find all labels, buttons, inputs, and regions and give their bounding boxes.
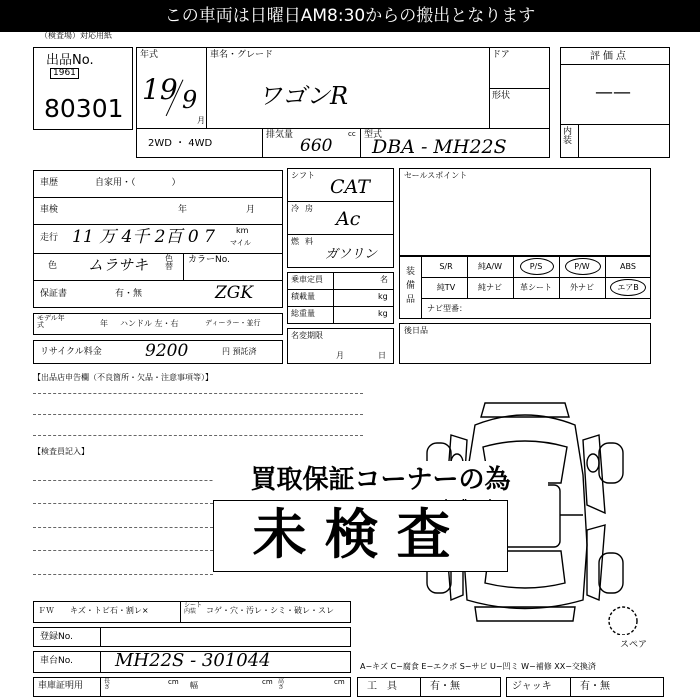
fuel-label: 燃料 bbox=[291, 237, 319, 246]
interior-label: 内装 bbox=[563, 127, 573, 146]
equip-ext-navi: 外ナビ bbox=[570, 283, 594, 292]
year-label: 年式 bbox=[140, 50, 159, 60]
tools-label: 工 具 bbox=[367, 681, 397, 692]
color-value: ムラサキ bbox=[88, 256, 149, 274]
car-name-label: 車名・グレード bbox=[210, 50, 274, 60]
sales-point-label: セールスポイント bbox=[404, 171, 468, 180]
seat-value: コゲ・穴・汚レ・シミ・破レ・スレ bbox=[206, 606, 334, 615]
mileage-value: 11 万 4千 2百 0 7 bbox=[72, 227, 215, 247]
mileage-unit-mile: マイル bbox=[230, 239, 251, 247]
jack-value: 有・無 bbox=[580, 681, 610, 692]
evaluation-label: 評価点 bbox=[590, 51, 629, 62]
door-label: ドア bbox=[492, 50, 510, 60]
history-value: 自家用・（ ） bbox=[95, 178, 181, 188]
aircon-label: 冷房 bbox=[291, 204, 319, 213]
cert-length: 長さ bbox=[104, 678, 111, 691]
model-type-value: DBA - MH22S bbox=[372, 136, 507, 158]
warranty-label: 保証書 bbox=[40, 289, 68, 299]
weight-unit: kg bbox=[378, 309, 388, 318]
year-value: 19 bbox=[142, 73, 178, 106]
history-label: 車歴 bbox=[40, 178, 59, 188]
dealer-options: ディーラー・並行 bbox=[205, 319, 261, 327]
capacity-unit: 名 bbox=[380, 275, 388, 284]
equip-sr: S/R bbox=[439, 262, 453, 271]
seat-label: シート内装 bbox=[184, 602, 203, 615]
displacement-label: 排気量 bbox=[266, 130, 294, 140]
fw-value: キズ・トビ石・割レ× bbox=[70, 606, 149, 615]
chassis-value: MH22S - 301044 bbox=[115, 650, 271, 671]
aircon-value: Ac bbox=[336, 208, 361, 230]
recycle-unit: 円 預託済 bbox=[222, 347, 257, 356]
shift-value: CAT bbox=[330, 176, 370, 198]
cert-width: 幅 bbox=[190, 681, 198, 690]
displacement-value: 660 bbox=[300, 136, 333, 156]
recycle-label: リサイクル料金 bbox=[40, 347, 102, 357]
capacity-label: 乗車定員 bbox=[291, 275, 323, 284]
name-change-month: 月 bbox=[336, 351, 344, 360]
cert-length-unit: cm bbox=[168, 678, 179, 686]
recycle-value: 9200 bbox=[145, 341, 189, 361]
displacement-unit: cc bbox=[348, 130, 356, 138]
tools-value: 有・無 bbox=[430, 681, 460, 692]
chassis-label: 車台No. bbox=[40, 656, 73, 666]
dealer-notes-label: 【出品店申告欄（不良箇所・欠品・注意事項等）】 bbox=[33, 373, 213, 382]
inspection-year: 年 bbox=[178, 205, 188, 215]
equip-aw: 純A/W bbox=[477, 262, 503, 271]
drive-options: 2WD ・ 4WD bbox=[148, 138, 213, 149]
equip-leather: 革シート bbox=[520, 283, 552, 292]
weight-label: 総重量 bbox=[291, 309, 315, 318]
banner: この車両は日曜日AM8:30からの搬出となります bbox=[0, 0, 700, 32]
equip-pw: P/W bbox=[574, 262, 590, 271]
month-value: 9 bbox=[182, 86, 198, 114]
color-code-label: カラーNo. bbox=[188, 255, 230, 265]
car-name-value: ワゴンR bbox=[258, 82, 349, 110]
equip-nav-type: ナビ型番： bbox=[427, 304, 467, 313]
month-unit: 月 bbox=[197, 116, 205, 125]
model-year-label: モデル年式 bbox=[37, 314, 65, 329]
exhibit-sub: 1961 bbox=[50, 68, 79, 79]
cert-label: 車庫証明用 bbox=[38, 681, 84, 691]
load-label: 積載量 bbox=[291, 292, 315, 301]
header-note: （検査場）対応用紙 bbox=[40, 31, 112, 40]
uninspected-stamp: 未検査 bbox=[213, 500, 508, 572]
model-type-label: 型式 bbox=[364, 130, 383, 140]
sales-point-box bbox=[399, 168, 651, 256]
fw-label: ＦＷ bbox=[38, 606, 54, 615]
equip-abs: ABS bbox=[620, 262, 636, 271]
model-year-year: 年 bbox=[100, 319, 108, 328]
shift-label: シフト bbox=[291, 171, 315, 180]
evaluation-value: —— bbox=[595, 82, 631, 103]
warranty-value: 有・無 bbox=[115, 289, 143, 299]
equip-tv: 純TV bbox=[436, 283, 456, 292]
cert-height: 高さ bbox=[278, 678, 285, 691]
equipment-label: 装備品 bbox=[406, 267, 416, 305]
equip-airbag: エアB bbox=[617, 283, 639, 292]
cert-width-unit: cm bbox=[262, 678, 273, 686]
equip-navi: 純ナビ bbox=[478, 283, 502, 292]
rear-items-label: 後日品 bbox=[404, 326, 428, 335]
shape-label: 形状 bbox=[492, 91, 511, 101]
guarantee-stamp: 買取保証コーナーの為 bbox=[213, 461, 548, 499]
jack-label: ジャッキ bbox=[512, 681, 552, 692]
inspection-month: 月 bbox=[246, 205, 256, 215]
warranty-code: ZGK bbox=[215, 283, 254, 303]
spare-label: スペア bbox=[620, 640, 648, 650]
equip-ps: P/S bbox=[529, 262, 543, 271]
registration-label: 登録No. bbox=[40, 632, 73, 642]
inspector-notes-label: 【検査員記入】 bbox=[33, 447, 89, 456]
exhibit-label: 出品No. bbox=[46, 53, 94, 68]
load-unit: kg bbox=[378, 292, 388, 301]
inspection-label: 車検 bbox=[40, 205, 59, 215]
color-change: 色替 bbox=[165, 254, 173, 271]
registration-row bbox=[33, 627, 351, 647]
rear-items-box bbox=[399, 323, 651, 364]
mileage-unit-km: km bbox=[236, 226, 249, 235]
mileage-label: 走行 bbox=[40, 233, 59, 243]
cert-height-unit: cm bbox=[334, 678, 345, 686]
damage-legend: A−キズ C−腐食 E−エクボ S−サビ U−凹ミ W−補修 XX−交換済 bbox=[360, 662, 596, 671]
name-change-label: 名変期限 bbox=[291, 331, 323, 340]
exhibit-number: 80301 bbox=[44, 94, 124, 123]
fuel-value: ガソリン bbox=[325, 247, 378, 262]
name-change-day: 日 bbox=[378, 351, 386, 360]
color-label: 色 bbox=[48, 261, 58, 271]
handle-options: ハンドル 左・右 bbox=[120, 319, 179, 328]
